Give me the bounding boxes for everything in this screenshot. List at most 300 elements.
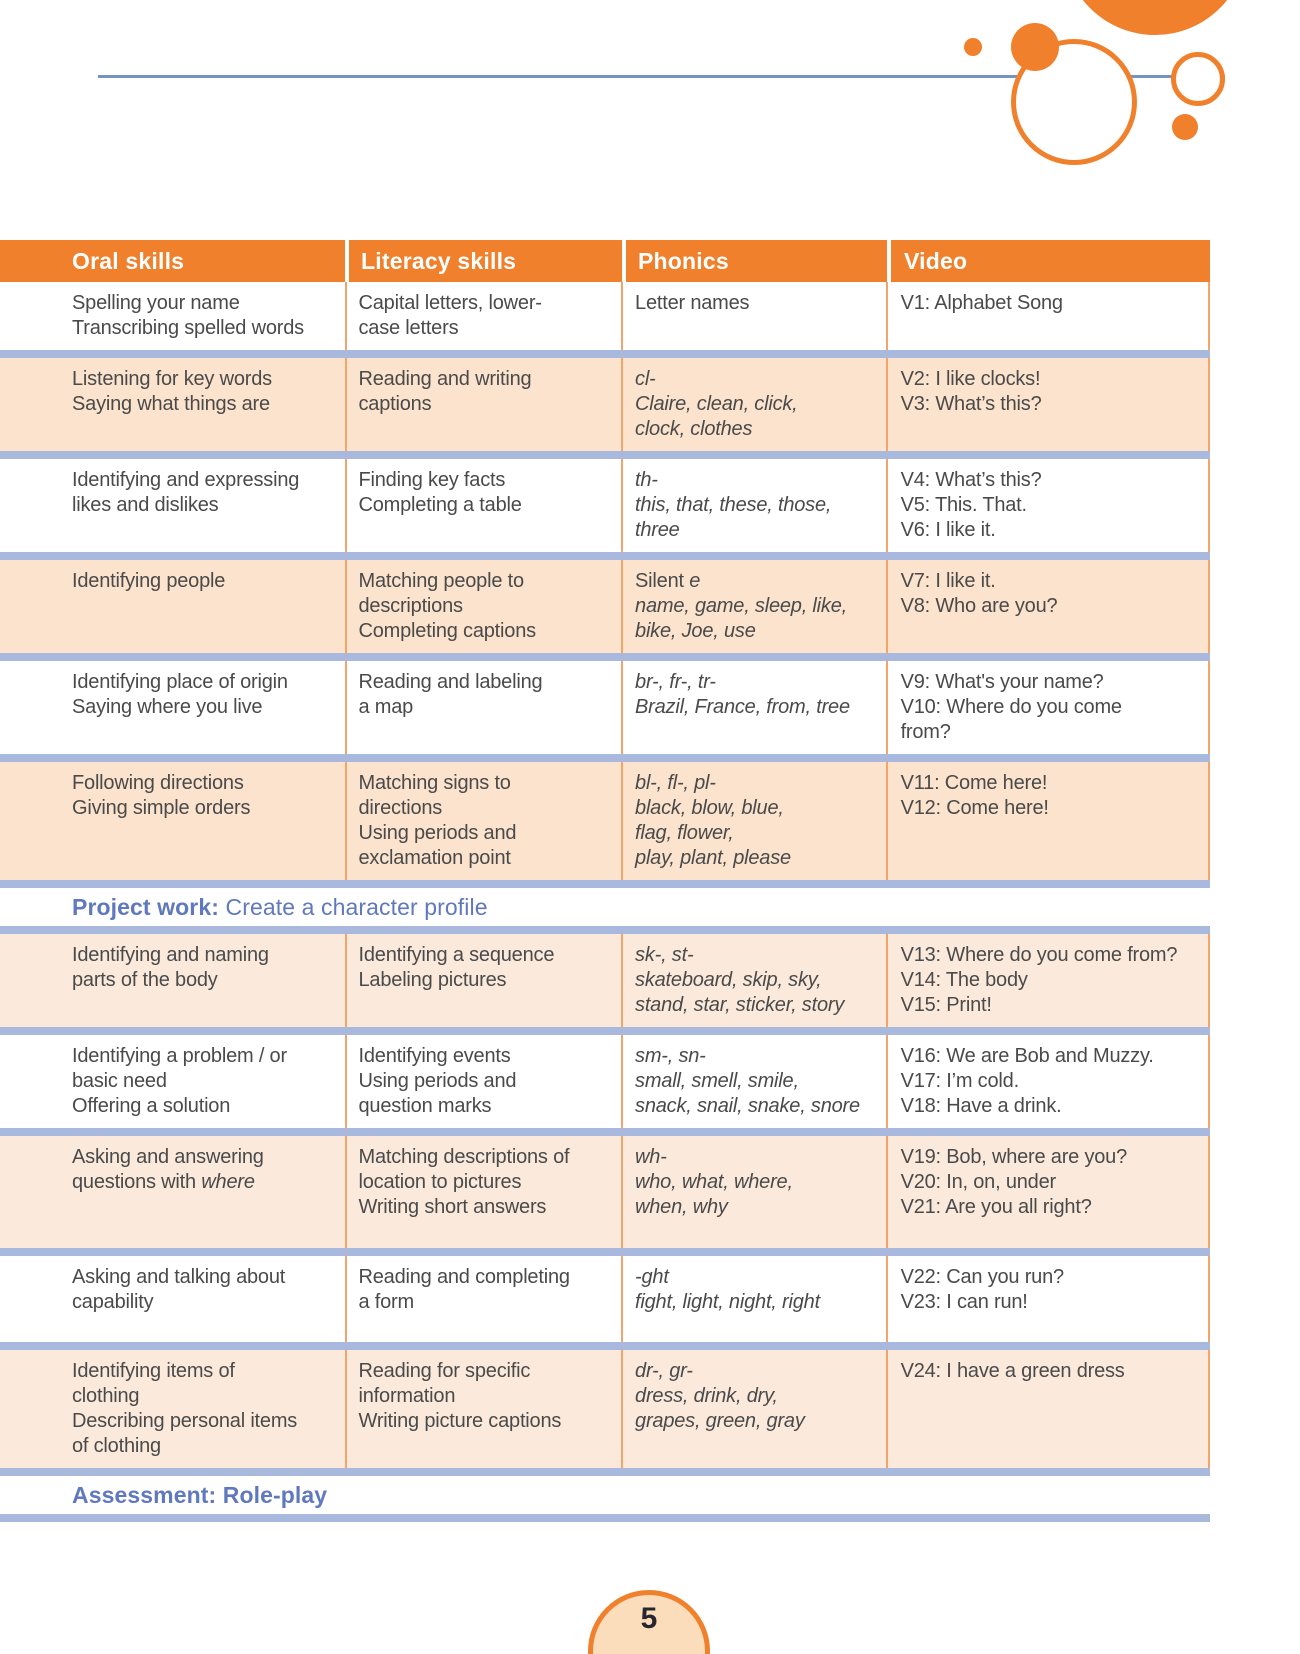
cell-line <box>72 1069 339 1094</box>
cell-line <box>359 796 616 821</box>
cell-line <box>72 943 339 968</box>
cell-line <box>359 468 616 493</box>
cell-line <box>635 1044 880 1069</box>
cell-line <box>359 1094 616 1119</box>
cell-line <box>359 1145 616 1170</box>
text-segment: descriptions <box>358 595 463 617</box>
text-segment: V12: Come here! <box>900 797 1049 819</box>
text-segment: V6: I like it. <box>900 519 996 541</box>
text-segment: Matching people to <box>358 570 524 592</box>
cell-line <box>635 291 880 316</box>
text-segment: V17: I’m cold. <box>900 1070 1019 1092</box>
text-segment: Reading and completing <box>358 1266 570 1288</box>
cell-line <box>901 1359 1202 1384</box>
cell-line <box>359 1265 616 1290</box>
cell-line <box>901 796 1202 821</box>
text-segment: Identifying events <box>358 1045 511 1067</box>
text-segment: from? <box>900 721 951 743</box>
cell-line <box>72 1409 339 1434</box>
table-row <box>0 358 1210 451</box>
row-separator <box>0 754 1210 762</box>
cell-line <box>635 1384 880 1409</box>
text-segment: basic need <box>72 1070 167 1092</box>
table-row <box>0 762 1210 880</box>
cell-line <box>635 594 880 619</box>
cell-line <box>901 1094 1202 1119</box>
cell-line <box>359 695 616 720</box>
cell-line <box>901 1044 1202 1069</box>
cell-line <box>901 392 1202 417</box>
row-separator <box>0 653 1210 661</box>
text-segment: Identifying and expressing <box>72 469 300 491</box>
text-segment: Asking and answering <box>72 1146 264 1168</box>
cell-line <box>359 594 616 619</box>
row-separator <box>0 1514 1210 1522</box>
text-segment: sm-, sn- <box>635 1045 706 1067</box>
cell-line <box>359 1359 616 1384</box>
text-segment: th- <box>635 469 658 491</box>
cell-line <box>635 569 880 594</box>
text-segment: small, smell, smile, <box>635 1070 799 1092</box>
band-text: Project work: <box>72 893 226 920</box>
cell-line <box>359 367 616 392</box>
cell-oral-skills <box>0 358 345 451</box>
text-segment: bike, Joe, use <box>635 620 756 642</box>
cell-oral-skills <box>0 282 345 350</box>
cell-line <box>72 1044 339 1069</box>
cell-line <box>635 619 880 644</box>
text-segment: Identifying and naming <box>72 944 269 966</box>
cell-video <box>886 459 1208 552</box>
cell-line <box>901 1145 1202 1170</box>
cell-phonics <box>621 661 886 754</box>
text-segment: Reading and labeling <box>358 671 543 693</box>
cell-line <box>359 1044 616 1069</box>
cell-line <box>635 518 880 543</box>
cell-phonics <box>621 1256 886 1342</box>
text-segment: wh- <box>635 1146 667 1168</box>
cell-line <box>635 1094 880 1119</box>
text-segment: Completing captions <box>358 620 536 642</box>
text-segment: Reading and writing <box>358 368 532 390</box>
cell-line <box>901 518 1202 543</box>
cell-video <box>886 282 1208 350</box>
cell-line <box>635 1145 880 1170</box>
cell-line <box>72 796 339 821</box>
text-segment: clock, clothes <box>635 418 753 440</box>
header-literacy-skills: Literacy skills <box>345 240 622 282</box>
text-segment: name, game, sleep, like, <box>635 595 847 617</box>
cell-line <box>901 695 1202 720</box>
cell-line <box>635 1409 880 1434</box>
cell-line <box>635 367 880 392</box>
text-segment: snack, snail, snake, snore <box>635 1095 860 1117</box>
cell-phonics <box>621 1350 886 1468</box>
cell-literacy-skills <box>345 282 622 350</box>
text-segment: -ght <box>635 1266 669 1288</box>
cell-line <box>901 1069 1202 1094</box>
cell-video <box>886 934 1208 1027</box>
cell-line <box>72 695 339 720</box>
cell-video <box>886 1256 1208 1342</box>
cell-line <box>359 821 616 846</box>
text-segment: bl-, fl-, pl- <box>635 772 716 794</box>
text-segment: Claire, clean, click, <box>635 393 798 415</box>
band-text: Create a character profile <box>225 893 488 920</box>
cell-literacy-skills <box>345 1350 622 1468</box>
lower-dot-icon <box>1172 114 1198 140</box>
cell-phonics <box>621 282 886 350</box>
cell-literacy-skills <box>345 934 622 1027</box>
cell-line <box>635 468 880 493</box>
header-phonics: Phonics <box>622 240 887 282</box>
small-dot-icon <box>964 38 982 56</box>
text-segment: a map <box>358 696 414 718</box>
text-segment: dress, drink, dry, <box>635 1385 778 1407</box>
text-segment: Listening for key words <box>72 368 272 390</box>
cell-line <box>359 493 616 518</box>
text-segment: exclamation point <box>358 847 511 869</box>
cell-line <box>72 569 339 594</box>
cell-line <box>72 1384 339 1409</box>
cell-line <box>359 670 616 695</box>
header-oral-skills: Oral skills <box>0 240 345 282</box>
cell-video <box>886 1035 1208 1128</box>
text-segment: Identifying items of <box>72 1360 235 1382</box>
cell-literacy-skills <box>345 1256 622 1342</box>
cell-video <box>886 661 1208 754</box>
text-segment: this, that, these, those, <box>635 494 832 516</box>
row-separator <box>0 1342 1210 1350</box>
cell-line <box>72 1359 339 1384</box>
cell-oral-skills <box>0 661 345 754</box>
band-project-work <box>0 888 1210 926</box>
text-segment: V23: I can run! <box>900 1291 1028 1313</box>
text-segment: dr-, gr- <box>635 1360 693 1382</box>
row-separator <box>0 451 1210 459</box>
text-segment: V7: I like it. <box>900 570 996 592</box>
header-video: Video <box>887 240 1210 282</box>
cell-line <box>635 968 880 993</box>
text-segment: V18: Have a drink. <box>900 1095 1062 1117</box>
row-separator <box>0 880 1210 888</box>
medium-circle-icon <box>1011 23 1059 71</box>
text-segment: cl- <box>635 368 656 390</box>
text-segment: Finding key facts <box>358 469 506 491</box>
table-row <box>0 560 1210 653</box>
cell-line <box>359 1290 616 1315</box>
text-segment: V11: Come here! <box>900 772 1048 794</box>
cell-oral-skills <box>0 1256 345 1342</box>
cell-line <box>635 1359 880 1384</box>
cell-literacy-skills <box>345 762 622 880</box>
cell-literacy-skills <box>345 560 622 653</box>
row-separator <box>0 350 1210 358</box>
cell-line <box>635 1265 880 1290</box>
text-segment: captions <box>358 393 432 415</box>
cell-phonics <box>621 358 886 451</box>
cell-line <box>635 846 880 871</box>
cell-line <box>635 1195 880 1220</box>
cell-line <box>359 1195 616 1220</box>
cell-line <box>635 493 880 518</box>
text-segment: information <box>358 1385 456 1407</box>
row-separator <box>0 926 1210 934</box>
cell-line <box>901 720 1202 745</box>
cell-video <box>886 358 1208 451</box>
cell-line <box>72 1094 339 1119</box>
cell-line <box>901 771 1202 796</box>
cell-line <box>635 796 880 821</box>
cell-oral-skills <box>0 762 345 880</box>
cell-oral-skills <box>0 1035 345 1128</box>
text-segment: V9: What's your name? <box>900 671 1104 693</box>
text-segment: Giving simple orders <box>72 797 251 819</box>
text-segment: Matching signs to <box>358 772 511 794</box>
small-ring-icon <box>1171 52 1225 106</box>
cell-line <box>359 569 616 594</box>
corner-circle-icon <box>1063 0 1247 35</box>
text-segment: Brazil, France, from, tree <box>635 696 850 718</box>
text-segment: where <box>201 1171 255 1193</box>
cell-line <box>901 569 1202 594</box>
text-segment: sk-, st- <box>635 944 694 966</box>
text-segment: Describing personal items <box>72 1410 298 1432</box>
row-separator <box>0 1128 1210 1136</box>
text-segment: V24: I have a green dress <box>900 1360 1125 1382</box>
text-segment: play, plant, please <box>635 847 791 869</box>
text-segment: V22: Can you run? <box>900 1266 1064 1288</box>
cell-line <box>901 670 1202 695</box>
cell-line <box>901 968 1202 993</box>
text-segment: V8: Who are you? <box>900 595 1058 617</box>
row-separator <box>0 1027 1210 1035</box>
cell-oral-skills <box>0 459 345 552</box>
cell-literacy-skills <box>345 358 622 451</box>
text-segment: Identifying a problem / or <box>72 1045 287 1067</box>
text-segment: V21: Are you all right? <box>900 1196 1092 1218</box>
table-body <box>0 282 1210 1522</box>
cell-line <box>72 1290 339 1315</box>
text-segment: questions with <box>72 1171 202 1193</box>
table-row <box>0 1136 1210 1248</box>
cell-line <box>359 943 616 968</box>
cell-line <box>359 316 616 341</box>
cell-line <box>72 968 339 993</box>
row-separator <box>0 1248 1210 1256</box>
cell-line <box>901 468 1202 493</box>
text-segment: Identifying people <box>72 570 226 592</box>
cell-line <box>901 1170 1202 1195</box>
cell-line <box>72 493 339 518</box>
text-segment: three <box>635 519 680 541</box>
text-segment: Spelling your name <box>72 292 240 314</box>
text-segment: likes and dislikes <box>72 494 219 516</box>
text-segment: V15: Print! <box>900 994 992 1016</box>
text-segment: Letter names <box>635 292 750 314</box>
cell-line <box>72 670 339 695</box>
text-segment: V3: What’s this? <box>900 393 1042 415</box>
cell-line <box>359 1409 616 1434</box>
table-row <box>0 1256 1210 1342</box>
table-header-row <box>0 240 1210 282</box>
text-segment: Capital letters, lower- <box>358 292 542 314</box>
cell-line <box>635 670 880 695</box>
cell-line <box>901 993 1202 1018</box>
page-number-badge <box>588 1590 710 1654</box>
cell-line <box>72 316 339 341</box>
text-segment: Writing picture captions <box>358 1410 562 1432</box>
text-segment: V2: I like clocks! <box>900 368 1041 390</box>
cell-line <box>635 1069 880 1094</box>
text-segment: V14: The body <box>900 969 1028 991</box>
text-segment: Saying what things are <box>72 393 270 415</box>
text-segment: e <box>689 570 701 592</box>
cell-oral-skills <box>0 934 345 1027</box>
text-segment: V19: Bob, where are you? <box>900 1146 1128 1168</box>
cell-oral-skills <box>0 1350 345 1468</box>
cell-video <box>886 560 1208 653</box>
text-segment: clothing <box>72 1385 140 1407</box>
table-row <box>0 1035 1210 1128</box>
cell-line <box>72 291 339 316</box>
cell-line <box>359 1170 616 1195</box>
text-segment: V10: Where do you come <box>900 696 1122 718</box>
text-segment: black, blow, blue, <box>635 797 784 819</box>
table-row <box>0 661 1210 754</box>
text-segment: Writing short answers <box>358 1196 547 1218</box>
syllabus-table <box>0 240 1210 1522</box>
text-segment: skateboard, skip, sky, <box>635 969 822 991</box>
text-segment: Matching descriptions of <box>358 1146 570 1168</box>
cell-line <box>635 1290 880 1315</box>
text-segment: Reading for specific <box>358 1360 531 1382</box>
cell-line <box>635 821 880 846</box>
cell-line <box>72 1434 339 1459</box>
text-segment: directions <box>358 797 443 819</box>
text-segment: Following directions <box>72 772 244 794</box>
cell-line <box>359 619 616 644</box>
cell-line <box>635 1170 880 1195</box>
text-segment: Identifying place of origin <box>72 671 288 693</box>
cell-oral-skills <box>0 1136 345 1248</box>
cell-video <box>886 1136 1208 1248</box>
cell-line <box>359 1384 616 1409</box>
cell-line <box>72 1170 339 1195</box>
text-segment: stand, star, sticker, story <box>635 994 845 1016</box>
text-segment: location to pictures <box>358 1171 522 1193</box>
row-separator <box>0 552 1210 560</box>
cell-phonics <box>621 1035 886 1128</box>
cell-literacy-skills <box>345 459 622 552</box>
cell-line <box>635 392 880 417</box>
text-segment: V13: Where do you come from? <box>900 944 1178 966</box>
text-segment: Labeling pictures <box>358 969 507 991</box>
cell-video <box>886 762 1208 880</box>
text-segment: who, what, where, <box>635 1171 793 1193</box>
text-segment: Using periods and <box>358 1070 517 1092</box>
cell-line <box>72 1145 339 1170</box>
cell-line <box>635 771 880 796</box>
text-segment: when, why <box>635 1196 728 1218</box>
cell-line <box>72 367 339 392</box>
text-segment: V5: This. That. <box>900 494 1027 516</box>
table-row <box>0 459 1210 552</box>
text-segment: Transcribing spelled words <box>72 317 304 339</box>
cell-line <box>901 1265 1202 1290</box>
table-row <box>0 1350 1210 1468</box>
cell-line <box>359 771 616 796</box>
text-segment: Using periods and <box>358 822 517 844</box>
cell-phonics <box>621 934 886 1027</box>
cell-line <box>359 968 616 993</box>
cell-line <box>901 943 1202 968</box>
cell-line <box>901 1290 1202 1315</box>
table-row <box>0 934 1210 1027</box>
text-segment: fight, light, night, right <box>635 1291 820 1313</box>
text-segment: parts of the body <box>72 969 218 991</box>
text-segment: grapes, green, gray <box>635 1410 805 1432</box>
text-segment: a form <box>358 1291 414 1313</box>
text-segment: question marks <box>358 1095 492 1117</box>
text-segment: V4: What’s this? <box>900 469 1042 491</box>
cell-phonics <box>621 1136 886 1248</box>
cell-line <box>901 291 1202 316</box>
text-segment: V16: We are Bob and Muzzy. <box>900 1045 1154 1067</box>
text-segment: of clothing <box>72 1435 161 1457</box>
cell-oral-skills <box>0 560 345 653</box>
text-segment: Asking and talking about <box>72 1266 286 1288</box>
page-number: 5 <box>640 1602 658 1635</box>
cell-line <box>635 417 880 442</box>
text-segment: V1: Alphabet Song <box>900 292 1063 314</box>
cell-line <box>359 846 616 871</box>
text-segment: V20: In, on, under <box>900 1171 1056 1193</box>
text-segment: Completing a table <box>358 494 522 516</box>
text-segment: capability <box>72 1291 154 1313</box>
cell-line <box>901 594 1202 619</box>
text-segment: case letters <box>358 317 459 339</box>
text-segment: Offering a solution <box>72 1095 231 1117</box>
band-text: Role-play <box>222 1481 328 1508</box>
table-row <box>0 282 1210 350</box>
cell-line <box>359 392 616 417</box>
text-segment: flag, flower, <box>635 822 734 844</box>
cell-line <box>72 468 339 493</box>
cell-line <box>359 1069 616 1094</box>
cell-literacy-skills <box>345 1136 622 1248</box>
cell-line <box>901 493 1202 518</box>
cell-phonics <box>621 459 886 552</box>
text-segment: Silent <box>635 570 690 592</box>
cell-line <box>635 943 880 968</box>
cell-line <box>72 392 339 417</box>
cell-line <box>72 771 339 796</box>
cell-line <box>901 367 1202 392</box>
band-assessment <box>0 1476 1210 1514</box>
text-segment: br-, fr-, tr- <box>635 671 716 693</box>
cell-line <box>359 291 616 316</box>
cell-phonics <box>621 560 886 653</box>
band-text: Assessment: <box>72 1481 223 1508</box>
cell-literacy-skills <box>345 661 622 754</box>
cell-line <box>901 1195 1202 1220</box>
cell-video <box>886 1350 1208 1468</box>
cell-line <box>635 695 880 720</box>
row-separator <box>0 1468 1210 1476</box>
cell-phonics <box>621 762 886 880</box>
cell-line <box>635 993 880 1018</box>
